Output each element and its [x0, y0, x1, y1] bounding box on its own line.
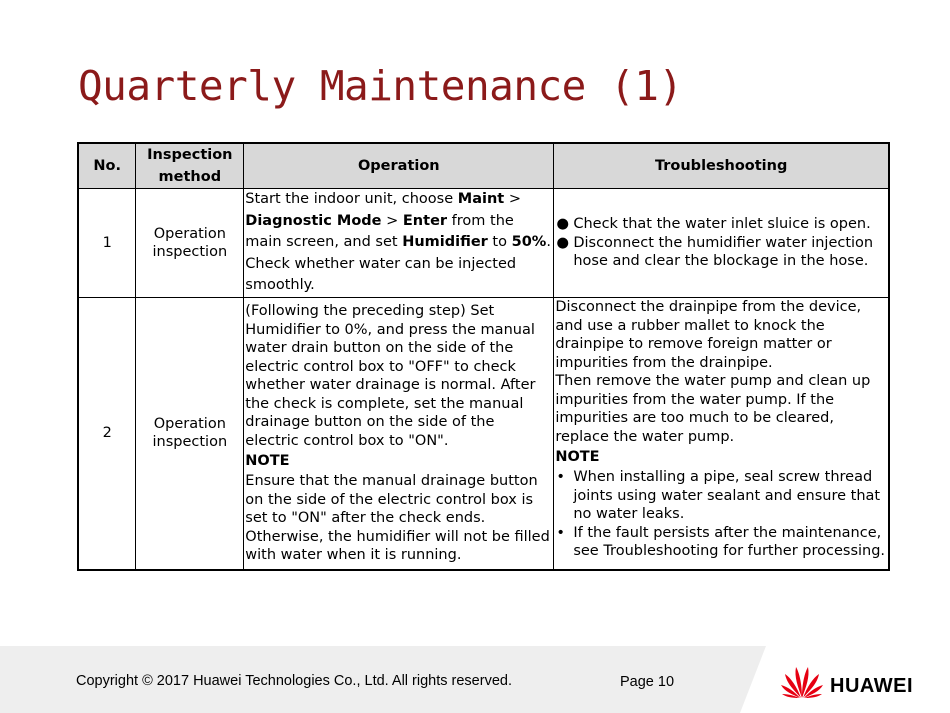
- row1-op-text: Start the indoor unit, choose: [245, 191, 458, 208]
- row1-troubleshooting: [554, 189, 889, 298]
- row1-troubleshooting-list: [555, 215, 887, 271]
- row2-no: 2: [78, 298, 136, 570]
- row2-ts-note-list: [555, 468, 887, 561]
- list-item: ● Check that the water inlet sluice is open.: [556, 216, 871, 233]
- row1-op-text3: to: [487, 234, 512, 251]
- row1-op-value: 50%: [511, 234, 547, 251]
- header-operation: Operation: [244, 143, 554, 189]
- slide-title: Quarterly Maintenance (1): [78, 62, 683, 110]
- row2-op-text: (Following the preceding step) Set Humidifier to 0%, and press the manual water drain button on the side of the electric control box to "OFF" to check whether water drainage is normal. After the check is complete, set the manual drainage button on the side of the electric control box to "ON".: [245, 303, 536, 449]
- row2-op-note-label: NOTE: [245, 453, 290, 469]
- huawei-brand-text: HUAWEI: [830, 675, 913, 697]
- huawei-logo-icon: [780, 663, 824, 699]
- list-item: • When installing a pipe, seal screw thread joints using water sealant and ensure that no water leaks.: [556, 469, 881, 522]
- copyright-text: Copyright © 2017 Huawei Technologies Co., Ltd. All rights reserved.: [76, 673, 512, 689]
- row1-op-diagnostic-mode: Diagnostic Mode: [245, 212, 382, 229]
- row1-method: Operation inspection: [136, 189, 244, 298]
- row1-operation: [244, 189, 554, 298]
- row1-no: 1: [78, 189, 136, 298]
- row2-troubleshooting: [554, 298, 889, 570]
- maintenance-table: [77, 142, 890, 571]
- row1-op-enter: Enter: [402, 212, 448, 229]
- header-method-line2: method: [158, 169, 222, 185]
- row2-operation: [244, 298, 554, 570]
- row2-ts-text2: Then remove the water pump and clean up impurities from the water pump. If the impurities are too much to be cleared, replace the water pump.: [555, 373, 871, 445]
- row2-method: Operation inspection: [136, 298, 244, 570]
- row2-ts-note-label: NOTE: [555, 449, 600, 465]
- header-method-line1: Inspection: [147, 147, 233, 163]
- row1-op-text2: from the main screen, and set: [245, 212, 514, 251]
- header-inspection-method: [136, 143, 244, 189]
- row1-op-sep2: >: [381, 212, 403, 229]
- header-no: No.: [78, 143, 136, 189]
- row1-op-sep: >: [504, 191, 521, 208]
- list-item: ● Disconnect the humidifier water injection hose and clear the blockage in the hose.: [556, 234, 874, 270]
- table-header-row: [78, 143, 889, 189]
- table-row: [78, 298, 889, 570]
- row1-op-text4: . Check whether water can be injected smoothly.: [245, 234, 551, 294]
- row2-op-note-text: Ensure that the manual drainage button on the side of the electric control box is set to "ON" after the check ends. Otherwise, the humidifier will not be filled with water when it is running.: [245, 473, 550, 563]
- row1-op-maint: Maint: [457, 191, 505, 208]
- row1-op-humidifier: Humidifier: [402, 234, 488, 251]
- page-number: Page 10: [620, 674, 675, 690]
- header-troubleshooting: Troubleshooting: [554, 143, 889, 189]
- table-row: [78, 189, 889, 298]
- list-item: • If the fault persists after the maintenance, see Troubleshooting for further processing.: [556, 524, 886, 559]
- row2-ts-text1: Disconnect the drainpipe from the device, and use a rubber mallet to knock the drainpipe to remove foreign matter or impurities from the drainpipe.: [555, 299, 862, 371]
